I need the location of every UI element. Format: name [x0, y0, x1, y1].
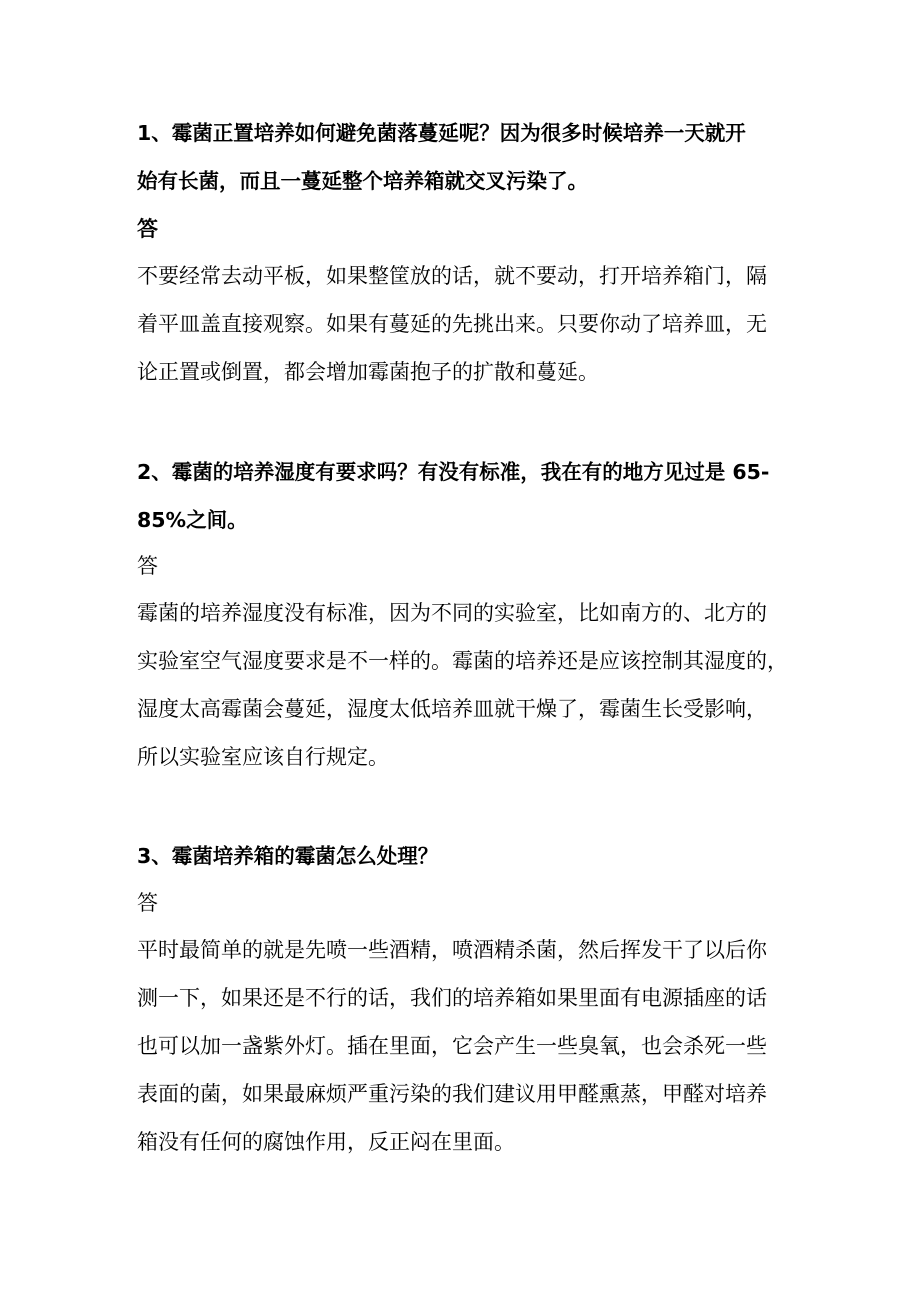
answer-line: 表面的菌，如果最麻烦严重污染的我们建议用甲醛熏蒸，甲醛对培养 — [137, 1082, 767, 1106]
answer-line: 实验室空气湿度要求是不一样的。霉菌的培养还是应该控制其湿度的， — [137, 649, 788, 673]
answer-label-3 — [137, 879, 787, 927]
question-line: 1、霉菌正置培养如何避免菌落蔓延呢？因为很多时候培养一天就开 — [137, 121, 746, 145]
answer-line: 不要经常去动平板，如果整筐放的话，就不要动，打开培养箱门，隔 — [137, 264, 767, 288]
answer-label-1 — [137, 205, 787, 253]
answer-line: 霉菌的培养湿度没有标准，因为不同的实验室，比如南方的、北方的 — [137, 601, 767, 625]
answer-label: 答 — [137, 554, 158, 578]
answer-line: 着平皿盖直接观察。如果有蔓延的先挑出来。只要你动了培养皿，无 — [137, 312, 767, 336]
question-line: 85%之间。 — [137, 508, 248, 532]
answer-line: 测一下，如果还是不行的话，我们的培养箱如果里面有电源插座的话 — [137, 986, 767, 1010]
answer-label: 答 — [137, 891, 158, 915]
question-line: 2、霉菌的培养湿度有要求吗？有没有标准，我在有的地方见过是 65- — [137, 460, 770, 484]
answer-3 — [137, 926, 787, 1166]
answer-line: 所以实验室应该自行规定。 — [137, 745, 389, 769]
question-1 — [137, 109, 787, 205]
question-2 — [137, 448, 787, 544]
answer-label-2 — [137, 542, 787, 590]
answer-line: 湿度太高霉菌会蔓延，湿度太低培养皿就干燥了，霉菌生长受影响， — [137, 697, 767, 721]
answer-label: 答 — [137, 217, 158, 241]
answer-1 — [137, 252, 787, 396]
question-line: 始有长菌，而且一蔓延整个培养箱就交叉污染了。 — [137, 169, 588, 193]
answer-line: 也可以加一盏紫外灯。插在里面，它会产生一些臭氧，也会杀死一些 — [137, 1034, 767, 1058]
answer-2 — [137, 589, 787, 781]
answer-line: 箱没有任何的腐蚀作用，反正闷在里面。 — [137, 1130, 515, 1154]
answer-line: 论正置或倒置，都会增加霉菌抱子的扩散和蔓延。 — [137, 360, 599, 384]
answer-line: 平时最简单的就是先喷一些酒精，喷酒精杀菌，然后挥发干了以后你 — [137, 938, 767, 962]
question-3 — [137, 832, 787, 880]
question-line: 3、霉菌培养箱的霉菌怎么处理？ — [137, 844, 439, 868]
